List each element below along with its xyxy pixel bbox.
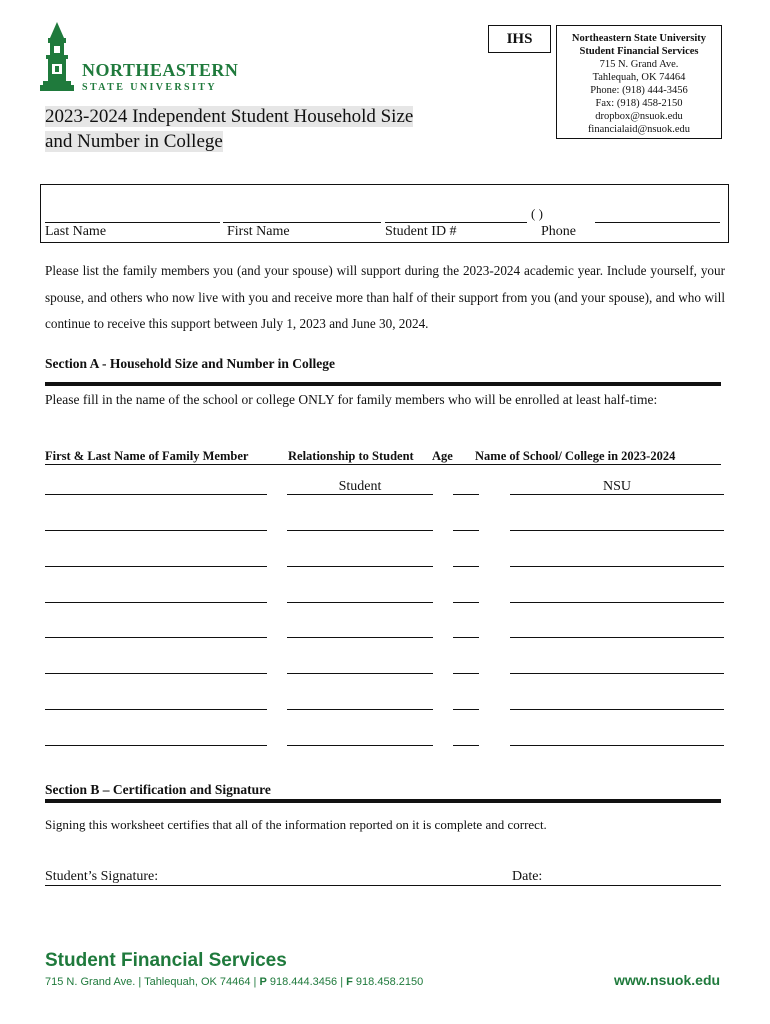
footer-fax-prefix: F	[346, 976, 353, 988]
row-8-school-field[interactable]	[510, 745, 724, 746]
row-4-name-field[interactable]	[45, 602, 267, 603]
row-3-relationship-field[interactable]	[287, 566, 433, 567]
footer-phone-prefix: P	[259, 976, 267, 988]
row-2-name-field[interactable]	[45, 530, 267, 531]
row-2-school-field[interactable]	[510, 530, 724, 531]
form-code-box: IHS	[488, 25, 551, 53]
row-3-age-field[interactable]	[453, 566, 479, 567]
logo-subtitle: STATE UNIVERSITY	[82, 82, 218, 93]
contact-fax: Fax: (918) 458-2150	[595, 98, 683, 109]
footer-title: Student Financial Services	[45, 950, 287, 971]
first-name-field[interactable]	[223, 222, 381, 223]
certification-note: Signing this worksheet certifies that all of the information reported on it is complete and correct.	[45, 817, 547, 832]
row-5-age-field[interactable]	[453, 637, 479, 638]
section-a-rule	[45, 382, 721, 386]
row-3-school-field[interactable]	[510, 566, 724, 567]
col-head-name: First & Last Name of Family Member	[45, 449, 249, 463]
row-3-name-field[interactable]	[45, 566, 267, 567]
col-head-relationship: Relationship to Student	[288, 449, 414, 463]
title-line-2: and Number in College	[45, 131, 223, 152]
phone-field[interactable]	[595, 222, 720, 223]
instructions-paragraph: Please list the family members you (and your spouse) will support during the 2023-2024 academic year. Include yourself, your spouse, and others who now live with you and receive more than half of their support from you (and your spouse), and who will continue to receive this support between July 1, 2023 and June 30, 2024.	[45, 263, 725, 331]
first-name-label: First Name	[227, 224, 290, 239]
student-info-box	[40, 184, 729, 243]
nsu-logo	[40, 22, 250, 94]
student-id-field[interactable]	[385, 222, 527, 223]
logo-wordmark: NORTHEASTERN	[82, 60, 239, 80]
row-2-relationship-field[interactable]	[287, 530, 433, 531]
row-7-name-field[interactable]	[45, 709, 267, 710]
contact-email-dropbox[interactable]: dropbox@nsuok.edu	[595, 111, 683, 122]
footer-phone: 918.444.3456 |	[266, 976, 347, 988]
contact-info-box	[556, 25, 722, 139]
title-line-1: 2023-2024 Independent Student Household Size	[45, 106, 414, 127]
row-6-age-field[interactable]	[453, 673, 479, 674]
student-id-label: Student ID #	[385, 224, 457, 239]
footer-street: 715 N. Grand Ave. | Tahlequah, OK 74464 |	[45, 976, 260, 988]
phone-label: Phone	[541, 224, 576, 239]
section-b-rule	[45, 799, 721, 803]
contact-dept: Student Financial Services	[579, 46, 699, 57]
col-head-school: Name of School/ College in 2023-2024	[475, 449, 676, 463]
row-6-name-field[interactable]	[45, 673, 267, 674]
signature-label: Student’s Signature:	[45, 869, 159, 884]
document-title	[45, 104, 445, 154]
last-name-label: Last Name	[45, 224, 107, 239]
row-4-relationship-field[interactable]	[287, 602, 433, 603]
date-label: Date:	[512, 869, 543, 884]
contact-city: Tahlequah, OK 74464	[592, 72, 686, 83]
row-7-school-field[interactable]	[510, 709, 724, 710]
contact-phone: Phone: (918) 444-3456	[590, 85, 688, 96]
row-5-relationship-field[interactable]	[287, 637, 433, 638]
section-a-heading: Section A - Household Size and Number in College	[45, 356, 336, 371]
contact-address: 715 N. Grand Ave.	[599, 59, 679, 70]
section-b-heading: Section B – Certification and Signature	[45, 782, 271, 797]
bell-tower-icon	[40, 22, 74, 92]
contact-email-financialaid[interactable]: financialaid@nsuok.edu	[587, 124, 691, 135]
row-7-age-field[interactable]	[453, 709, 479, 710]
signature-line[interactable]	[45, 885, 721, 886]
section-a-note: Please fill in the name of the school or college ONLY for family members who will be enrolled at least half-time:	[45, 392, 658, 407]
row-2-age-field[interactable]	[453, 530, 479, 531]
last-name-field[interactable]	[45, 222, 220, 223]
row-1-relationship-value: Student	[338, 479, 382, 494]
row-8-relationship-field[interactable]	[287, 745, 433, 746]
row-1-school-value: NSU	[602, 479, 631, 494]
row-1-name-field[interactable]	[45, 494, 267, 495]
row-6-relationship-field[interactable]	[287, 673, 433, 674]
row-8-name-field[interactable]	[45, 745, 267, 746]
row-4-school-field[interactable]	[510, 602, 724, 603]
header-underline	[45, 464, 721, 465]
contact-org: Northeastern State University	[571, 33, 707, 44]
footer-fax: 918.458.2150	[352, 976, 424, 988]
phone-area-code[interactable]: ( )	[531, 206, 543, 221]
row-7-relationship-field[interactable]	[287, 709, 433, 710]
col-head-age: Age	[432, 449, 453, 463]
row-8-age-field[interactable]	[453, 745, 479, 746]
row-4-age-field[interactable]	[453, 602, 479, 603]
row-5-school-field[interactable]	[510, 637, 724, 638]
row-1-age-field[interactable]	[453, 494, 479, 495]
row-5-name-field[interactable]	[45, 637, 267, 638]
row-6-school-field[interactable]	[510, 673, 724, 674]
footer-website-link[interactable]: www.nsuok.edu	[614, 972, 721, 988]
footer-address	[45, 976, 423, 988]
